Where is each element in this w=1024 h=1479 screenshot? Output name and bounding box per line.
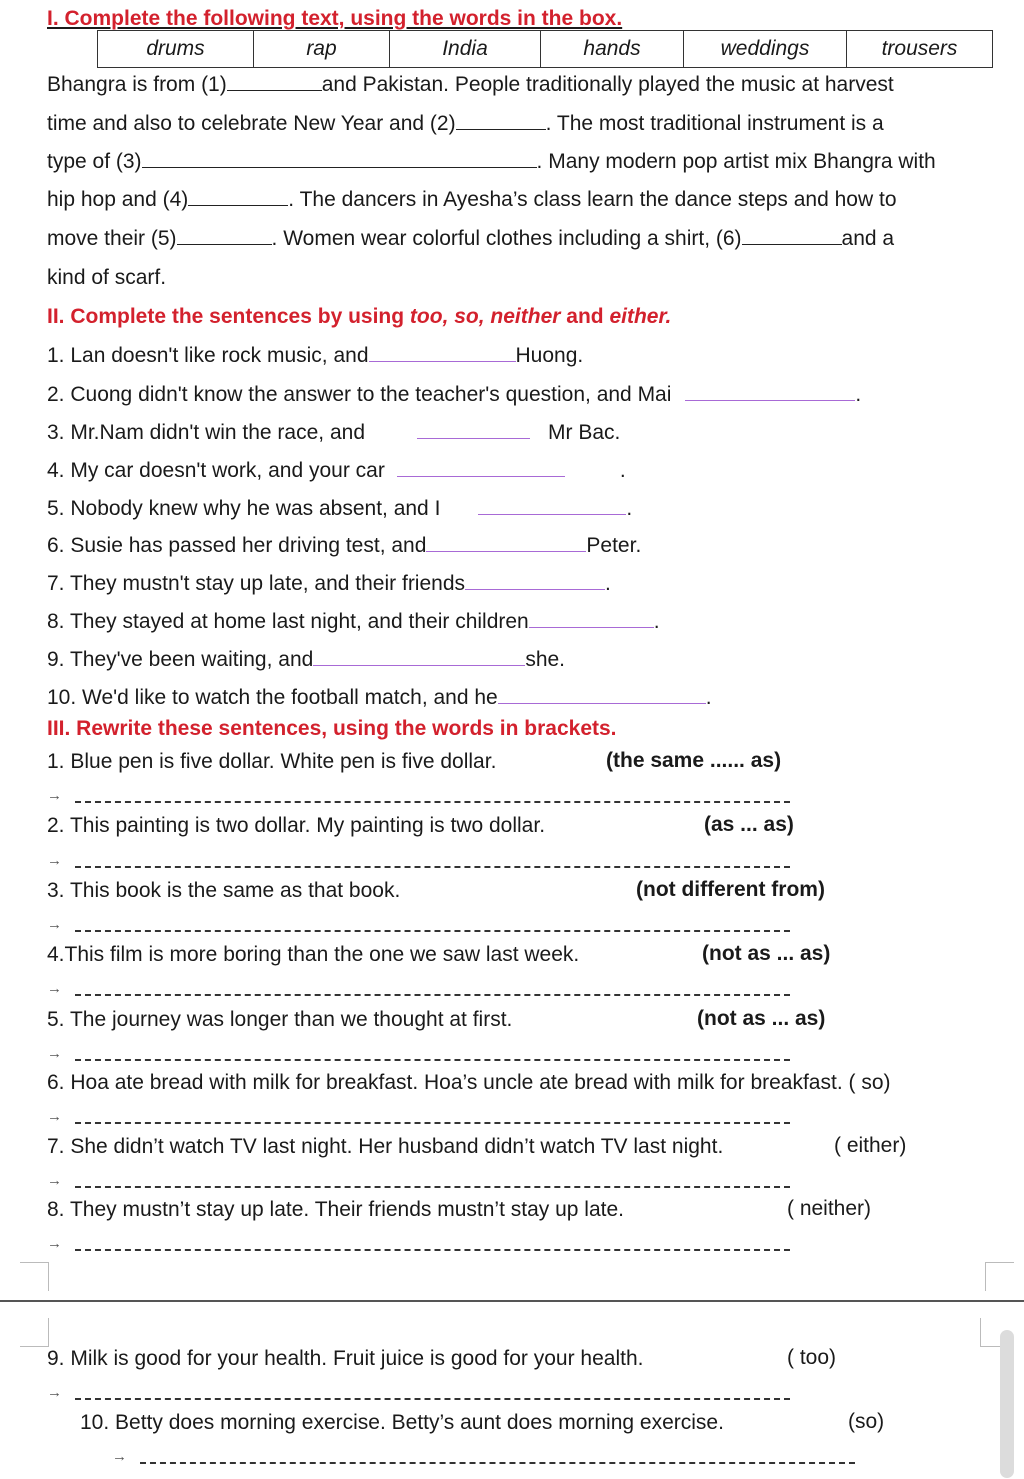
bracket-hint: (not different from) xyxy=(636,878,825,901)
word-box xyxy=(97,30,993,68)
answer-line[interactable]: → xyxy=(47,980,790,1006)
paragraph-line: hip hop and (4) . The dancers in Ayesha’s class learn the dance steps and how to xyxy=(47,188,897,211)
answer-line[interactable]: → xyxy=(47,787,790,813)
exercise-item: 5. Nobody knew why he was absent, and I . xyxy=(47,497,633,520)
page-corner-mark xyxy=(985,1262,1014,1291)
answer-blank[interactable] xyxy=(313,648,525,666)
answer-blank[interactable] xyxy=(188,188,288,206)
answer-line[interactable]: → xyxy=(47,1108,790,1134)
section-2-heading: II. Complete the sentences by using too, so, neither and either. xyxy=(47,305,672,328)
bracket-hint: ( neither) xyxy=(787,1197,872,1220)
paragraph-line: kind of scarf. xyxy=(47,266,167,289)
exercise-item: 10. We'd like to watch the football match, and he . xyxy=(47,686,712,709)
page-divider xyxy=(0,1300,1024,1302)
answer-blank[interactable] xyxy=(142,150,537,168)
exercise-item: 1. Blue pen is five dollar. White pen is five dollar. xyxy=(47,750,497,773)
answer-blank[interactable] xyxy=(177,227,272,245)
answer-line[interactable]: → xyxy=(47,1045,790,1071)
answer-blank[interactable] xyxy=(685,383,855,401)
word-box-cell: trousers xyxy=(847,31,993,68)
answer-blank[interactable] xyxy=(227,73,322,91)
paragraph-line: move their (5) . Women wear colorful clothes including a shirt, (6) and a xyxy=(47,227,895,250)
answer-line[interactable]: → xyxy=(47,1172,790,1198)
answer-line[interactable]: → xyxy=(47,1384,790,1410)
exercise-item: 8. They mustn’t stay up late. Their friends mustn’t stay up late. xyxy=(47,1198,624,1221)
section-1-heading: I. Complete the following text, using the words in the box. xyxy=(47,7,623,30)
exercise-item: 7. They mustn't stay up late, and their friends . xyxy=(47,572,611,595)
exercise-item: 3. This book is the same as that book. xyxy=(47,879,401,902)
answer-blank[interactable] xyxy=(742,227,842,245)
answer-blank[interactable] xyxy=(417,421,530,439)
exercise-item: 8. They stayed at home last night, and their children . xyxy=(47,610,660,633)
word-box-cell: rap xyxy=(254,31,390,68)
bracket-hint: (the same ...... as) xyxy=(606,749,782,772)
answer-blank[interactable] xyxy=(478,497,626,515)
word-box-cell: drums xyxy=(98,31,254,68)
exercise-item: 4.This film is more boring than the one we saw last week. xyxy=(47,943,580,966)
bracket-hint: (not as ... as) xyxy=(702,942,831,965)
exercise-item: 4. My car doesn't work, and your car . xyxy=(47,459,626,482)
answer-blank[interactable] xyxy=(397,459,565,477)
answer-line[interactable]: → xyxy=(47,916,790,942)
bracket-hint: ( too) xyxy=(787,1346,837,1369)
exercise-item: 6. Susie has passed her driving test, and Peter. xyxy=(47,534,642,557)
exercise-item: 7. She didn’t watch TV last night. Her husband didn’t watch TV last night. xyxy=(47,1135,724,1158)
exercise-item: 1. Lan doesn't like rock music, and Huong. xyxy=(47,344,584,367)
answer-blank[interactable] xyxy=(465,572,605,590)
word-box-cell: India xyxy=(390,31,541,68)
exercise-item: 2. This painting is two dollar. My painting is two dollar. xyxy=(47,814,546,837)
exercise-item: 10. Betty does morning exercise. Betty’s aunt does morning exercise. xyxy=(80,1411,724,1434)
page-corner-mark xyxy=(20,1262,49,1291)
answer-blank[interactable] xyxy=(529,610,654,628)
bracket-hint: (so) xyxy=(848,1410,885,1433)
answer-blank[interactable] xyxy=(498,686,706,704)
exercise-item: 9. Milk is good for your health. Fruit juice is good for your health. xyxy=(47,1347,644,1370)
bracket-hint: (not as ... as) xyxy=(697,1007,826,1030)
scrollbar-thumb[interactable] xyxy=(1000,1330,1014,1478)
word-box-cell: weddings xyxy=(684,31,847,68)
word-box-cell: hands xyxy=(541,31,684,68)
exercise-item: 2. Cuong didn't know the answer to the teacher's question, and Mai . xyxy=(47,383,862,406)
bracket-hint: (as ... as) xyxy=(704,813,794,836)
answer-line[interactable]: → xyxy=(47,1235,790,1261)
page-corner-mark xyxy=(20,1318,49,1347)
answer-line[interactable]: → xyxy=(47,852,790,878)
answer-blank[interactable] xyxy=(456,112,546,130)
bracket-hint: ( either) xyxy=(834,1134,907,1157)
paragraph-line: time and also to celebrate New Year and (2) . The most traditional instrument is a xyxy=(47,112,884,135)
exercise-item: 5. The journey was longer than we thought at first. xyxy=(47,1008,513,1031)
paragraph-line: Bhangra is from (1) and Pakistan. People traditionally played the music at harvest xyxy=(47,73,894,96)
answer-blank[interactable] xyxy=(426,534,586,552)
answer-blank[interactable] xyxy=(369,344,516,362)
exercise-item: 6. Hoa ate bread with milk for breakfast. Hoa’s uncle ate bread with milk for breakfast. ( so) xyxy=(47,1071,891,1094)
section-3-heading: III. Rewrite these sentences, using the words in brackets. xyxy=(47,717,617,740)
exercise-item: 9. They've been waiting, and she. xyxy=(47,648,566,671)
exercise-item: 3. Mr.Nam didn't win the race, and Mr Bac. xyxy=(47,421,621,444)
paragraph-line: type of (3) . Many modern pop artist mix Bhangra with xyxy=(47,150,936,173)
answer-line[interactable]: → xyxy=(112,1448,855,1474)
